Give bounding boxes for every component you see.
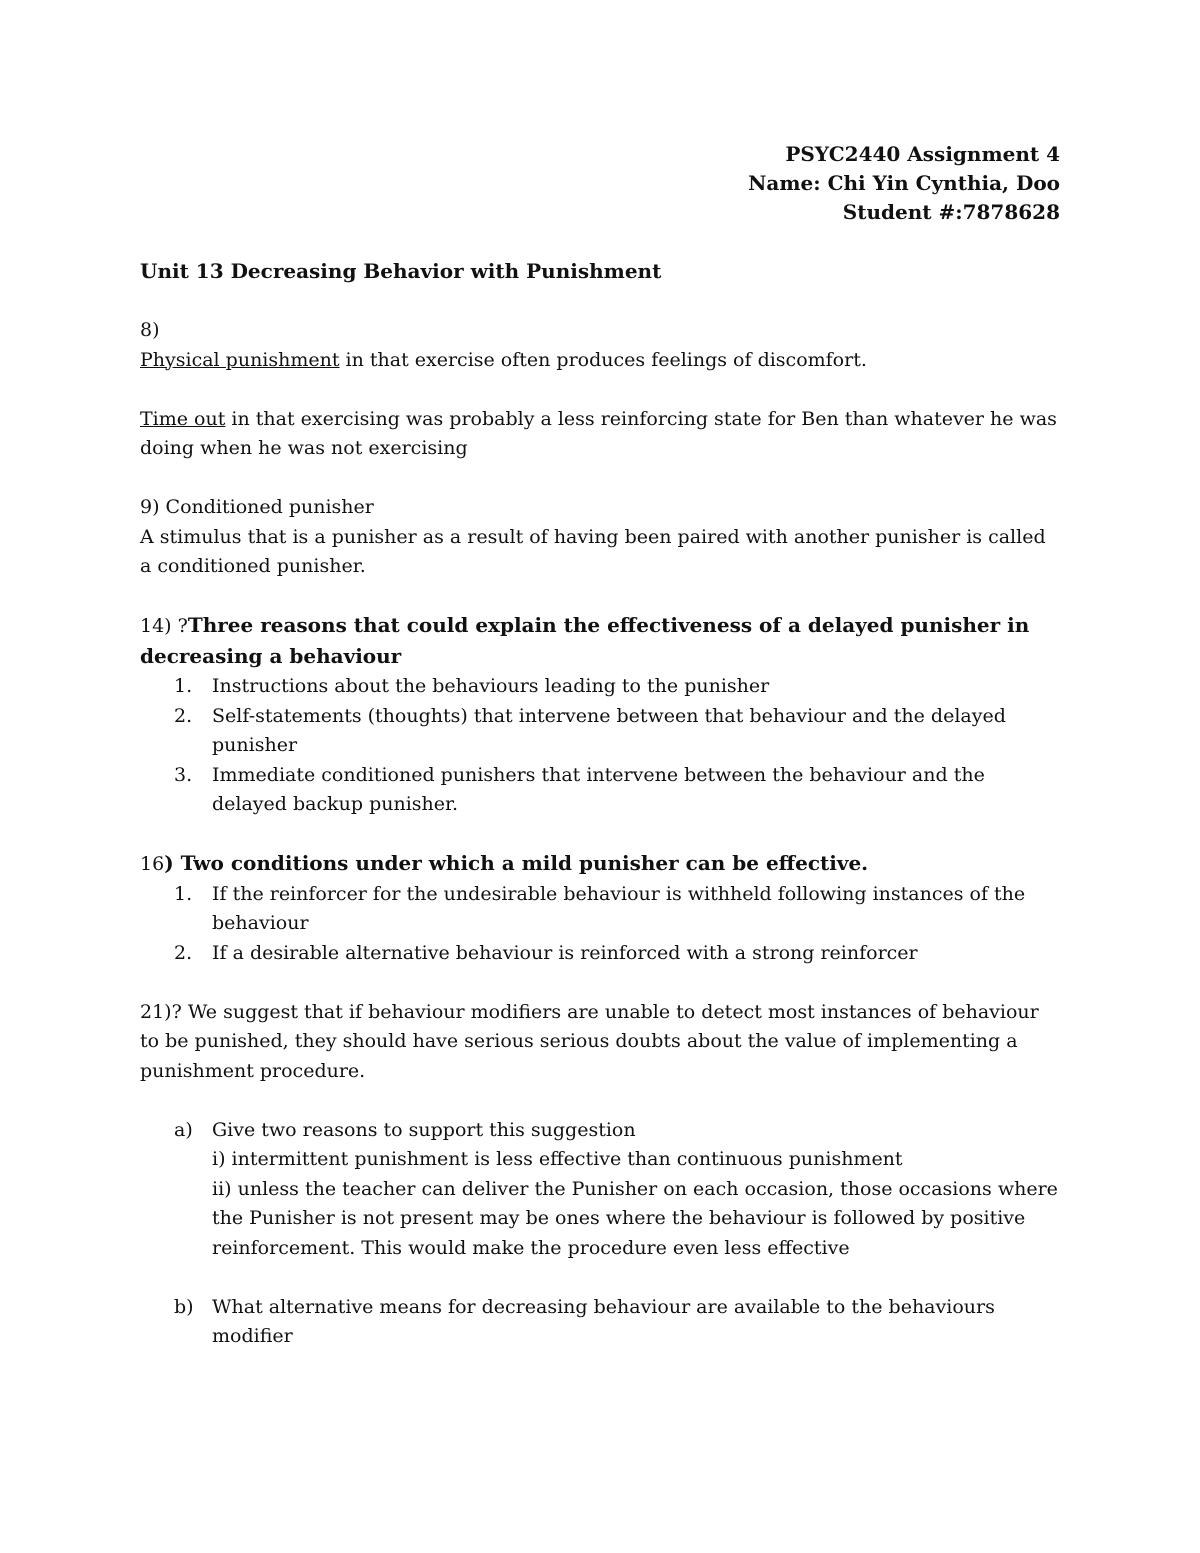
list-item-text: If the reinforcer for the undesirable behaviour is withheld following instances of the behaviour — [212, 882, 1026, 934]
q21-sub-b-number: b) — [174, 1295, 194, 1318]
header-block — [140, 140, 1060, 227]
q21-sub-a-reason-ii: ii) unless the teacher can deliver the Punisher on each occasion, those occasions where the Punisher is not present may be ones where the behaviour is followed by positive reinforcement. This would make the procedure even less effective — [212, 1177, 1058, 1259]
list-item-number: 2. — [174, 704, 193, 727]
list-item — [140, 672, 1060, 702]
list-item — [140, 939, 1060, 969]
q21-sub-a-text: Give two reasons to support this suggestion — [212, 1118, 636, 1141]
q14-label: 14) ? — [140, 615, 188, 637]
q8-answer-a-text: in that exercise often produces feelings of discomfort. — [339, 348, 867, 371]
q16-title: ) Two conditions under which a mild punisher can be effective. — [164, 851, 869, 875]
student-number-line: Student #:7878628 — [842, 200, 1060, 224]
spacer — [140, 464, 1060, 494]
q21-sub-a — [140, 1116, 1060, 1264]
q16-label: 16 — [140, 853, 165, 875]
list-item-text: Instructions about the behaviours leading to the punisher — [212, 675, 770, 697]
spacer — [140, 1263, 1060, 1293]
list-item — [140, 880, 1060, 939]
q21-sub-b — [140, 1293, 1060, 1352]
spacer — [140, 375, 1060, 405]
q8-answer-b-text: in that exercising was probably a less reinforcing state for Ben than whatever he was doing when he was not exercising — [140, 407, 1057, 459]
q16-list — [140, 880, 1060, 969]
list-item-number: 2. — [174, 941, 193, 964]
q21-sub-a-number: a) — [174, 1118, 193, 1141]
list-item — [140, 761, 1060, 820]
q8-term-physical-punishment: Physical punishment — [140, 348, 340, 371]
list-item-text: If a desirable alternative behaviour is reinforced with a strong reinforcer — [212, 941, 918, 964]
spacer — [140, 968, 1060, 998]
spacer — [140, 582, 1060, 612]
spacer — [140, 287, 1060, 317]
q14-heading — [140, 611, 1060, 672]
q16-heading — [140, 849, 1060, 880]
list-item — [140, 702, 1060, 761]
q8-term-time-out: Time out — [140, 407, 226, 430]
q21-body: 21)? We suggest that if behaviour modifiers are unable to detect most instances of behaviour to be punished, they should have serious serious doubts about the value of implementing a punishment procedure. — [140, 1000, 1039, 1082]
spacer — [140, 820, 1060, 850]
q14-list — [140, 672, 1060, 820]
q9-body: A stimulus that is a punisher as a result of having been paired with another punisher is called a conditioned punisher. — [140, 525, 1046, 577]
list-item-text: Self-statements (thoughts) that intervene between that behaviour and the delayed punisher — [212, 704, 1006, 756]
spacer — [140, 1086, 1060, 1116]
q21-sub-b-text: What alternative means for decreasing behaviour are available to the behaviours modifier — [212, 1295, 995, 1347]
course-line: PSYC2440 Assignment 4 — [785, 142, 1060, 166]
list-item-number: 1. — [174, 675, 193, 697]
unit-title: Unit 13 Decreasing Behavior with Punishment — [140, 259, 662, 283]
q14-title: Three reasons that could explain the effectiveness of a delayed punisher in decreasing a behaviour — [140, 613, 1030, 668]
q9-title: 9) Conditioned punisher — [140, 496, 374, 518]
list-item-text: Immediate conditioned punishers that intervene between the behaviour and the delayed backup punisher. — [212, 763, 985, 815]
q8-answer-a — [140, 346, 1060, 376]
list-item-number: 3. — [174, 763, 193, 786]
name-line: Name: Chi Yin Cynthia, Doo — [748, 171, 1060, 195]
list-item-number: 1. — [174, 882, 193, 905]
q21-sub-a-reason-i: i) intermittent punishment is less effective than continuous punishment — [212, 1148, 903, 1170]
q8-answer-b — [140, 405, 1060, 464]
q8-label: 8) — [140, 319, 160, 341]
document-page — [140, 140, 1060, 1352]
